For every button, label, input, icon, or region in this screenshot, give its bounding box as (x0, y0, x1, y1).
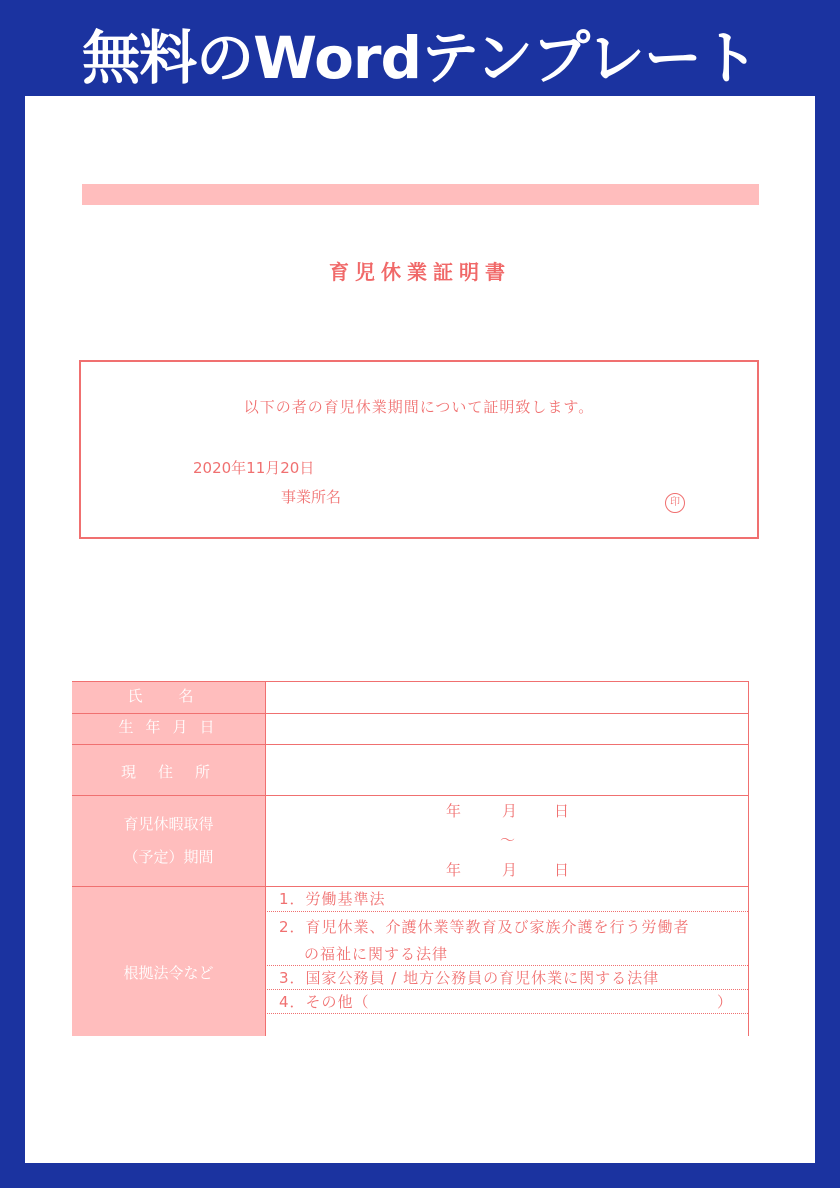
period-tilde: 〜 (500, 831, 516, 849)
row-divider (72, 795, 748, 796)
law-item-3: 3．国家公務員 / 地方公務員の育児休業に関する法律 (279, 969, 660, 987)
period-start-year: 年 (446, 802, 462, 820)
employee-info-table (72, 681, 749, 1036)
law-divider (265, 965, 748, 966)
period-label-line1: 育児休暇取得 (123, 815, 214, 833)
document-title: 育児休業証明書 (329, 260, 511, 284)
law-divider (265, 1013, 748, 1014)
law-item-4: 4．その他（ (279, 993, 370, 1011)
name-label: 氏名 (127, 687, 230, 705)
certification-date: 2020年11月20日 (193, 459, 315, 477)
address-label: 現住所 (120, 763, 232, 781)
basis-label: 根拠法令など (123, 964, 214, 982)
certification-statement: 以下の者の育児休業期間について証明致します。 (243, 398, 595, 416)
law-item-2-cont: の福祉に関する法律 (304, 945, 449, 963)
period-start-month: 月 (502, 802, 518, 820)
law-item-2: 2．育児休業、介護休業等教育及び家族介護を行う労働者 (279, 918, 690, 936)
law-divider (265, 911, 748, 912)
certification-box (79, 360, 759, 539)
period-label-line2: （予定）期間 (123, 848, 214, 866)
header-accent-bar (82, 184, 759, 205)
row-divider (72, 713, 748, 714)
period-end-month: 月 (502, 861, 518, 879)
company-name-label: 事業所名 (281, 488, 342, 506)
seal-icon: 印 (665, 493, 685, 513)
row-divider (72, 744, 748, 745)
period-start-day: 日 (554, 802, 570, 820)
period-end-day: 日 (554, 861, 570, 879)
law-item-1: 1．労働基準法 (279, 890, 386, 908)
period-end-year: 年 (446, 861, 462, 879)
document-sheet (25, 96, 815, 1163)
law-divider (265, 989, 748, 990)
birthdate-label: 生年月日 (118, 718, 227, 736)
law-item-4-close: ） (717, 993, 734, 1011)
banner-title: 無料のWordテンプレート (82, 24, 758, 92)
column-divider (265, 682, 266, 1036)
row-divider (72, 886, 748, 887)
